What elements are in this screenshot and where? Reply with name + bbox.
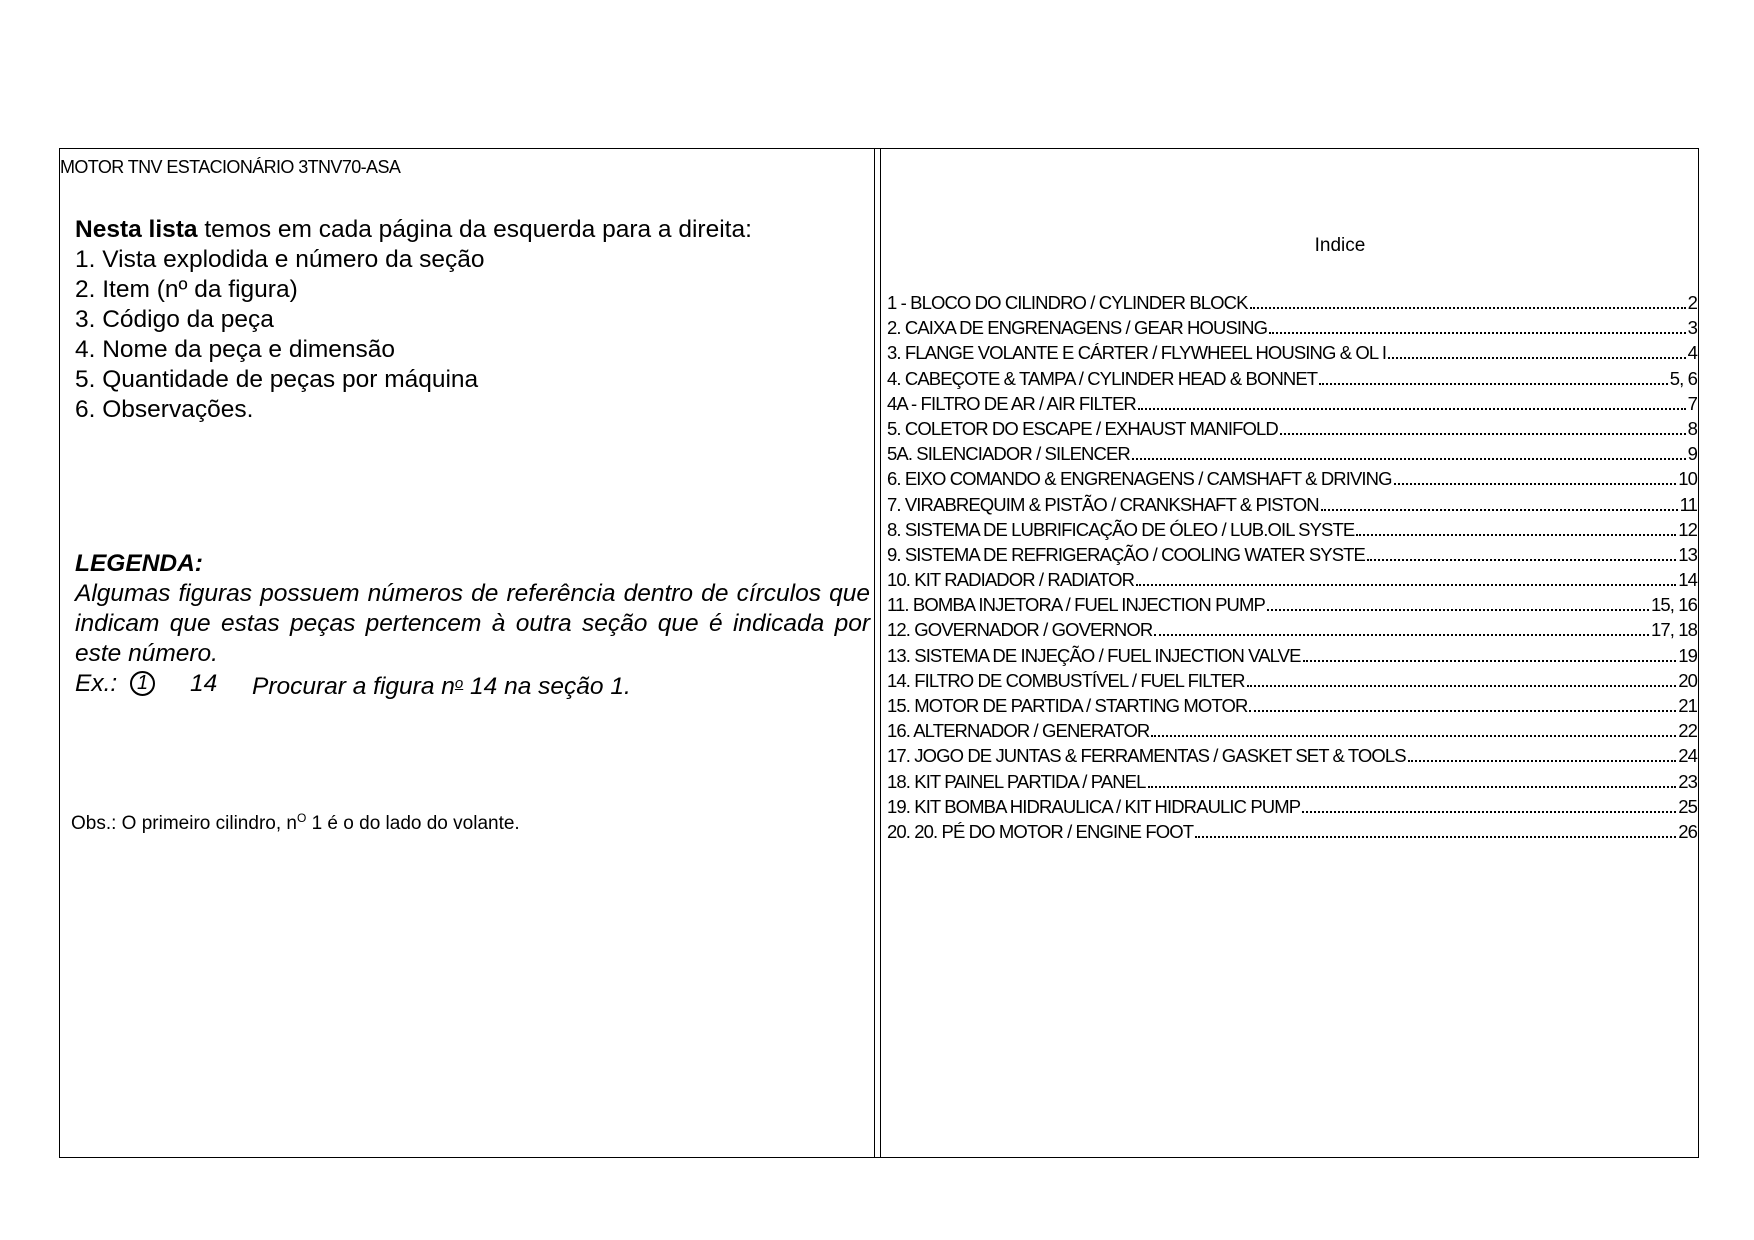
intro-item: 4. Nome da peça e dimensão: [75, 336, 396, 363]
index-entry-title: 9. SISTEMA DE REFRIGERAÇÃO / COOLING WATER SYSTE: [887, 543, 1365, 565]
index-entry-page: 3: [1687, 317, 1697, 339]
index-title: Indice: [1314, 235, 1366, 256]
intro-lead-bold: Nesta lista: [75, 216, 198, 243]
index-entry: [887, 494, 1697, 519]
index-entry: [887, 745, 1697, 770]
index-entry-title: 7. VIRABREQUIM & PISTÃO / CRANKSHAFT & PISTON: [887, 493, 1319, 515]
index-entry-page: 21: [1678, 695, 1697, 716]
legend-title: LEGENDA:: [75, 550, 203, 577]
index-entry-page: 2: [1687, 292, 1697, 313]
index-entry-title: 15. MOTOR DE PARTIDA / STARTING MOTOR: [887, 695, 1248, 716]
index-entry: [887, 368, 1697, 393]
intro-item: 6. Observações.: [75, 396, 254, 423]
dot-leader: [1136, 570, 1676, 586]
index-entry-page: 17, 18: [1650, 619, 1697, 641]
document-header: MOTOR TNV ESTACIONÁRIO 3TNV70-ASA: [60, 157, 401, 177]
intro-section: [75, 215, 752, 425]
index-entry-page: 13: [1678, 543, 1697, 565]
index-entry-title: 11. BOMBA INJETORA / FUEL INJECTION PUMP: [887, 594, 1265, 616]
index-entry: [887, 292, 1697, 317]
index-entry-title: 4. CABEÇOTE & TAMPA / CYLINDER HEAD & BONNET: [887, 367, 1318, 389]
index-entry: [887, 821, 1697, 846]
index-entry-title: 13. SISTEMA DE INJEÇÃO / FUEL INJECTION VALVE: [887, 644, 1301, 666]
index-entry-page: 25: [1678, 795, 1697, 817]
dot-leader: [1302, 797, 1676, 813]
index-entry: [887, 443, 1697, 468]
index-entry-title: 18. KIT PAINEL PARTIDA / PANEL: [887, 770, 1146, 792]
index-entry: [887, 317, 1697, 342]
dot-leader: [1247, 671, 1677, 687]
dot-leader: [1148, 772, 1677, 788]
dot-leader: [1132, 444, 1686, 460]
dot-leader: [1138, 394, 1686, 410]
dot-leader: [1249, 696, 1676, 712]
center-divider-left: [874, 149, 875, 1157]
intro-lead-rest: temos em cada página da esquerda para a direita:: [197, 216, 752, 243]
index-entry: [887, 544, 1697, 569]
index-entry-page: 22: [1678, 720, 1697, 742]
index-entry-page: 19: [1678, 644, 1697, 666]
index-entry-title: 4A - FILTRO DE AR / AIR FILTER: [887, 392, 1136, 414]
intro-item: 3. Código da peça: [75, 306, 274, 333]
index-entry-title: 3. FLANGE VOLANTE E CÁRTER / FLYWHEEL HOUSING & OL I: [887, 342, 1387, 364]
index-entry-page: 5, 6: [1669, 367, 1697, 389]
dot-leader: [1394, 469, 1677, 485]
legend-example: [75, 669, 870, 703]
dot-leader: [1388, 343, 1686, 359]
dot-leader: [1269, 318, 1686, 334]
index-entry-page: 4: [1687, 342, 1697, 364]
index-entry-title: 20. 20. PÉ DO MOTOR / ENGINE FOOT: [887, 820, 1194, 842]
index-entry-title: 8. SISTEMA DE LUBRIFICAÇÃO DE ÓLEO / LUB.OIL SYSTE: [887, 518, 1355, 540]
index-entry-title: 16. ALTERNADOR / GENERATOR: [887, 720, 1150, 742]
index-entry-page: 24: [1678, 745, 1697, 767]
dot-leader: [1303, 646, 1677, 662]
observation-note: Obs.: O primeiro cilindro, $n^O$ 1 é o do lado do volante.: [71, 811, 520, 834]
dot-leader: [1356, 520, 1676, 536]
dot-leader: [1367, 545, 1676, 561]
dot-leader: [1195, 822, 1676, 838]
index-entry-page: 23: [1678, 770, 1697, 792]
index-entry: [887, 519, 1697, 544]
reference-circle-icon: 1: [130, 671, 155, 696]
index-entry-title: 19. KIT BOMBA HIDRAULICA / KIT HIDRAULIC PUMP: [887, 795, 1301, 817]
index-entry-page: 9: [1687, 443, 1697, 465]
dot-leader: [1154, 620, 1649, 636]
index-entry: [887, 771, 1697, 796]
index-entry-page: 11: [1679, 493, 1697, 515]
index-entry: [887, 418, 1697, 443]
intro-item: 5. Quantidade de peças por máquina: [75, 366, 479, 393]
index-entry: [887, 619, 1697, 644]
index-entry-page: 8: [1687, 417, 1697, 439]
index-entry: [887, 569, 1697, 594]
index-entry-title: 12. GOVERNADOR / GOVERNOR: [887, 619, 1153, 641]
dot-leader: [1319, 369, 1668, 385]
dot-leader: [1151, 721, 1676, 737]
document-frame: [59, 148, 1699, 1158]
example-label: Ex.:: [75, 670, 118, 697]
intro-lead: [75, 215, 752, 245]
index-entry-page: 7: [1687, 392, 1697, 414]
dot-leader: [1408, 746, 1676, 762]
example-figure-number: 14: [190, 670, 218, 697]
index-entry-page: 14: [1678, 569, 1697, 591]
index-entry-title: 2. CAIXA DE ENGRENAGENS / GEAR HOUSING: [887, 317, 1268, 339]
index-entry-page: 26: [1678, 820, 1697, 842]
index-entry-title: 10. KIT RADIADOR / RADIATOR: [887, 569, 1135, 591]
index-entry: [887, 645, 1697, 670]
index-entry-page: 10: [1678, 468, 1697, 490]
index-entry: [887, 720, 1697, 745]
index-entry: [887, 393, 1697, 418]
center-divider-right: [880, 149, 881, 1157]
index-entry-title: 6. EIXO COMANDO & ENGRENAGENS / CAMSHAFT & DRIVING: [887, 468, 1392, 490]
intro-item: 2. Item (nº da figura): [75, 276, 298, 303]
index-entry-page: 20: [1678, 669, 1697, 691]
index-entry-title: 14. FILTRO DE COMBUSTÍVEL / FUEL FILTER: [887, 669, 1245, 691]
dot-leader: [1321, 495, 1678, 511]
index-entry-title: 5A. SILENCIADOR / SILENCER: [887, 443, 1130, 465]
example-instruction: Procurar a figura $n^o$ 14 na seção 1.: [252, 673, 631, 700]
legend-section: [75, 549, 870, 703]
index-entry: [887, 594, 1697, 619]
dot-leader: [1267, 595, 1649, 611]
index-entry-title: 1 - BLOCO DO CILINDRO / CYLINDER BLOCK: [887, 292, 1248, 313]
index-entry-title: 5. COLETOR DO ESCAPE / EXHAUST MANIFOLD: [887, 417, 1278, 439]
index-list: [887, 292, 1697, 846]
index-entry-page: 12: [1678, 518, 1697, 540]
index-entry-title: 17. JOGO DE JUNTAS & FERRAMENTAS / GASKET SET & TOOLS: [887, 745, 1406, 767]
dot-leader: [1280, 419, 1686, 435]
index-entry: [887, 468, 1697, 493]
index-entry: [887, 695, 1697, 720]
intro-item: 1. Vista explodida e número da seção: [75, 246, 485, 273]
index-entry: [887, 796, 1697, 821]
dot-leader: [1250, 293, 1686, 309]
index-entry-page: 15, 16: [1650, 594, 1697, 616]
legend-text: Algumas figuras possuem números de referência dentro de círculos que indicam que estas peças pertencem à outra seção que é indicada por este número.: [75, 580, 870, 667]
index-entry: [887, 342, 1697, 367]
index-entry: [887, 670, 1697, 695]
